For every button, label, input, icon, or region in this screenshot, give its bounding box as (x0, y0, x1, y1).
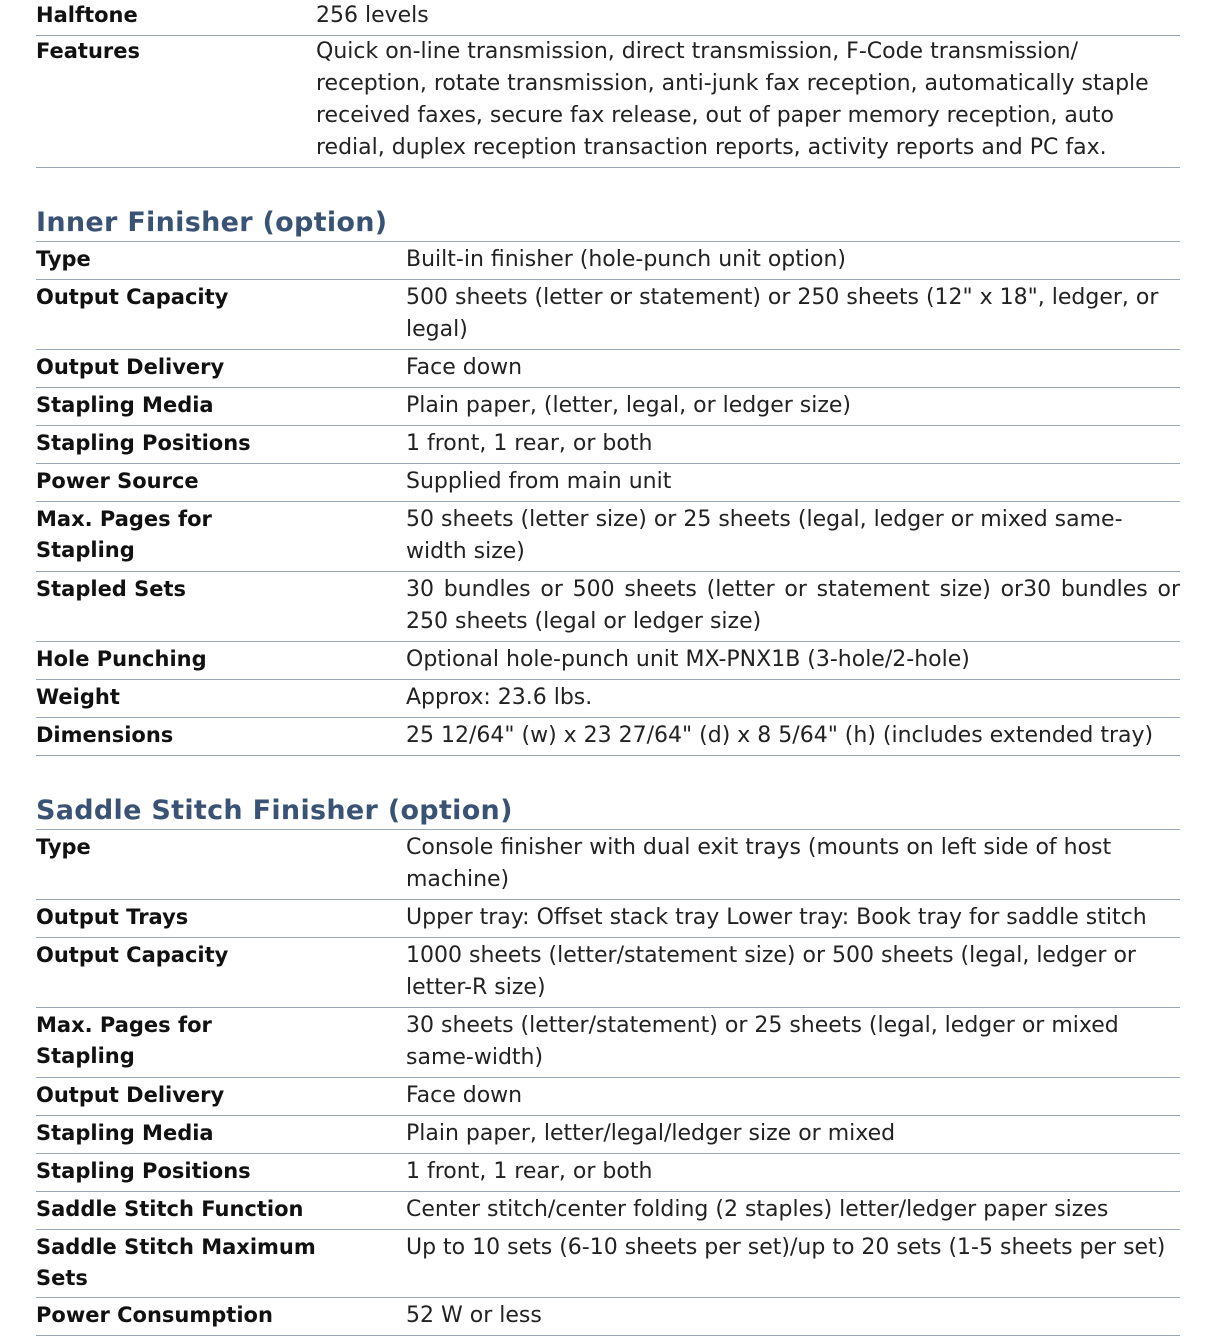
spec-page (36, 0, 1180, 1336)
spec-label: Output Capacity (36, 938, 406, 1008)
spec-value: Built-in finisher (hole-punch unit option) (406, 242, 1180, 280)
spec-value: Face down (406, 1078, 1180, 1116)
table-row (36, 1008, 1180, 1078)
table-row (36, 502, 1180, 572)
table-row (36, 36, 1180, 168)
table-row (36, 1298, 1180, 1336)
spec-label: Features (36, 36, 316, 168)
spec-value: Quick on-line transmission, direct transmission, F-Code transmission/ reception, rotate transmission, anti-junk fax reception, automatically staple received faxes, secure fax release, out of paper memory reception, auto redial, duplex reception transaction reports, activity reports and PC fax. (316, 36, 1180, 168)
spec-label: Type (36, 242, 406, 280)
spec-label: Output Delivery (36, 350, 406, 388)
spec-value: Console finisher with dual exit trays (mounts on left side of host machine) (406, 830, 1180, 900)
spec-value: 256 levels (316, 0, 1180, 36)
spec-label: Type (36, 830, 406, 900)
spec-value: Plain paper, (letter, legal, or ledger size) (406, 388, 1180, 426)
section-title: Inner Finisher (option) (36, 206, 1180, 242)
spec-value: 1000 sheets (letter/statement size) or 500 sheets (legal, ledger or letter-R size) (406, 938, 1180, 1008)
table-row (36, 1230, 1180, 1298)
spec-value: Up to 10 sets (6-10 sheets per set)/up to 20 sets (1-5 sheets per set) (406, 1230, 1180, 1298)
table-row (36, 280, 1180, 350)
spec-value: 52 W or less (406, 1298, 1180, 1336)
table-row (36, 1154, 1180, 1192)
table-row (36, 900, 1180, 938)
spec-value: Center stitch/center folding (2 staples) letter/ledger paper sizes (406, 1192, 1180, 1230)
table-row (36, 642, 1180, 680)
spec-label: Weight (36, 680, 406, 718)
spec-value: Plain paper, letter/legal/ledger size or mixed (406, 1116, 1180, 1154)
table-row (36, 830, 1180, 900)
saddle-finisher-table (36, 830, 1180, 1336)
spec-label: Stapling Positions (36, 1154, 406, 1192)
section-title: Saddle Stitch Finisher (option) (36, 794, 1180, 830)
table-row (36, 1116, 1180, 1154)
spec-label: Saddle Stitch Maximum Sets (36, 1230, 406, 1298)
table-row (36, 388, 1180, 426)
spec-value: Optional hole-punch unit MX-PNX1B (3-hole/2-hole) (406, 642, 1180, 680)
table-row (36, 1078, 1180, 1116)
spec-label: Power Consumption (36, 1298, 406, 1336)
spec-value: 30 bundles or 500 sheets (letter or statement size) or30 bundles or 250 sheets (legal or ledger size) (406, 572, 1180, 642)
spec-value: 30 sheets (letter/statement) or 25 sheets (legal, ledger or mixed same-width) (406, 1008, 1180, 1078)
table-row (36, 680, 1180, 718)
spec-value: Supplied from main unit (406, 464, 1180, 502)
spec-value: Approx: 23.6 lbs. (406, 680, 1180, 718)
spec-label: Halftone (36, 0, 316, 36)
spec-value: 500 sheets (letter or statement) or 250 sheets (12" x 18", ledger, or legal) (406, 280, 1180, 350)
spec-value: 50 sheets (letter size) or 25 sheets (legal, ledger or mixed same-width size) (406, 502, 1180, 572)
table-row (36, 350, 1180, 388)
spec-label: Stapling Positions (36, 426, 406, 464)
spec-label: Output Delivery (36, 1078, 406, 1116)
inner-finisher-section (36, 206, 1180, 756)
table-row (36, 572, 1180, 642)
spec-label: Max. Pages for Stapling (36, 502, 406, 572)
spec-value: 1 front, 1 rear, or both (406, 426, 1180, 464)
spec-label: Max. Pages for Stapling (36, 1008, 406, 1078)
inner-finisher-table (36, 242, 1180, 756)
spec-value: Upper tray: Offset stack tray Lower tray: Book tray for saddle stitch (406, 900, 1180, 938)
table-row (36, 938, 1180, 1008)
spec-label: Hole Punching (36, 642, 406, 680)
spec-value: Face down (406, 350, 1180, 388)
table-row (36, 464, 1180, 502)
spec-label: Stapling Media (36, 388, 406, 426)
spec-label: Stapling Media (36, 1116, 406, 1154)
fax-spec-table (36, 0, 1180, 168)
spec-label: Output Trays (36, 900, 406, 938)
table-row (36, 1192, 1180, 1230)
spec-value: 1 front, 1 rear, or both (406, 1154, 1180, 1192)
spec-label: Power Source (36, 464, 406, 502)
spec-label: Saddle Stitch Function (36, 1192, 406, 1230)
spec-value: 25 12/64" (w) x 23 27/64" (d) x 8 5/64" (h) (includes extended tray) (406, 718, 1180, 756)
table-row (36, 426, 1180, 464)
saddle-finisher-section (36, 794, 1180, 1336)
table-row (36, 0, 1180, 36)
spec-label: Stapled Sets (36, 572, 406, 642)
table-row (36, 718, 1180, 756)
table-row (36, 242, 1180, 280)
spec-label: Output Capacity (36, 280, 406, 350)
spec-label: Dimensions (36, 718, 406, 756)
